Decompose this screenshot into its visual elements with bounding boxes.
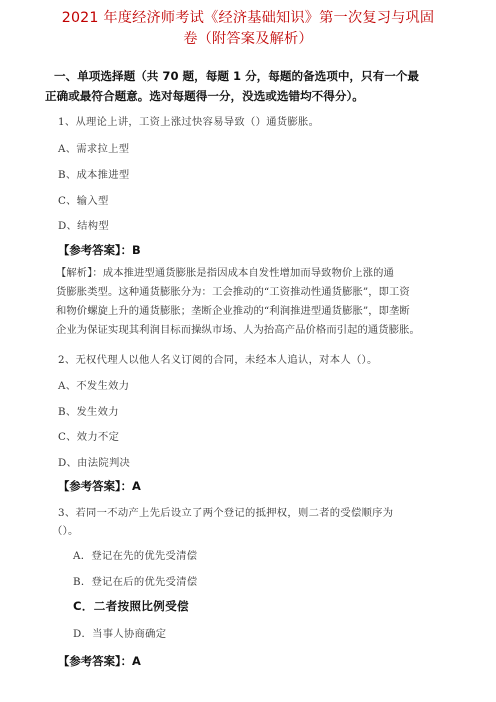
question-1-analysis — [56, 264, 452, 340]
analysis-line-2: 货膨胀类型。这种通货膨胀分为：工会推动的“工资推动性通货膨胀”，即工资 — [56, 286, 410, 298]
document-title — [20, 8, 476, 50]
section-heading-line-2: 正确或最符合题意。选对每题得一分，没选或选错均不得分）。 — [45, 89, 364, 103]
analysis-line-1: 【解析】：成本推进型通货膨胀是指因成本自发性增加而导致物价上涨的通 — [56, 267, 394, 279]
question-2-option-d: D、由法院判决 — [58, 457, 131, 469]
analysis-line-3: 和物价螺旋上升的通货膨胀；垄断企业推动的“利润推进型通货膨胀”，即垄断 — [56, 305, 410, 317]
question-1-answer: 【参考答案】：B — [58, 243, 141, 257]
question-3-option-a: A．登记在先的优先受清偿 — [73, 550, 198, 562]
question-3-answer: 【参考答案】：A — [58, 654, 141, 668]
question-3-option-d: D．当事人协商确定 — [73, 628, 167, 640]
question-1-option-b: B、成本推进型 — [58, 169, 130, 181]
question-3-stem-line-2: （）。 — [52, 525, 79, 537]
question-2-option-a: A、不发生效力 — [58, 380, 130, 392]
title-line-1: 2021 年度经济师考试《经济基础知识》第一次复习与巩固 — [61, 10, 435, 26]
question-2-answer: 【参考答案】：A — [58, 479, 141, 493]
section-heading — [45, 66, 458, 106]
question-2-option-c: C、效力不定 — [58, 431, 120, 443]
question-3-stem-line-1: 3、若同一不动产上先后设立了两个登记的抵押权，则二者的受偿顺序为 — [58, 507, 394, 519]
question-3-option-b: B．登记在后的优先受清偿 — [73, 576, 198, 588]
question-1-option-a: A、需求拉上型 — [58, 143, 130, 155]
title-line-2: 卷（附答案及解析） — [183, 31, 313, 47]
question-1-option-d: D、结构型 — [58, 220, 109, 232]
question-1-stem: 1、从理论上讲，工资上涨过快容易导致（）通货膨胀。 — [58, 116, 320, 128]
question-2-option-b: B、发生效力 — [58, 406, 119, 418]
analysis-line-4: 企业为保证实现其利润目标而操纵市场、人为抬高产品价格而引起的通货膨胀。 — [56, 324, 420, 336]
question-3-option-c: C．二者按照比例受偿 — [73, 599, 189, 613]
question-2-stem: 2、无权代理人以他人名义订阅的合同，未经本人追认，对本人（）。 — [58, 354, 378, 366]
section-heading-line-1: 一、单项选择题（共 70 题，每题 1 分，每题的备选项中，只有一个最 — [54, 69, 419, 83]
question-1-option-c: C、输入型 — [58, 195, 109, 207]
